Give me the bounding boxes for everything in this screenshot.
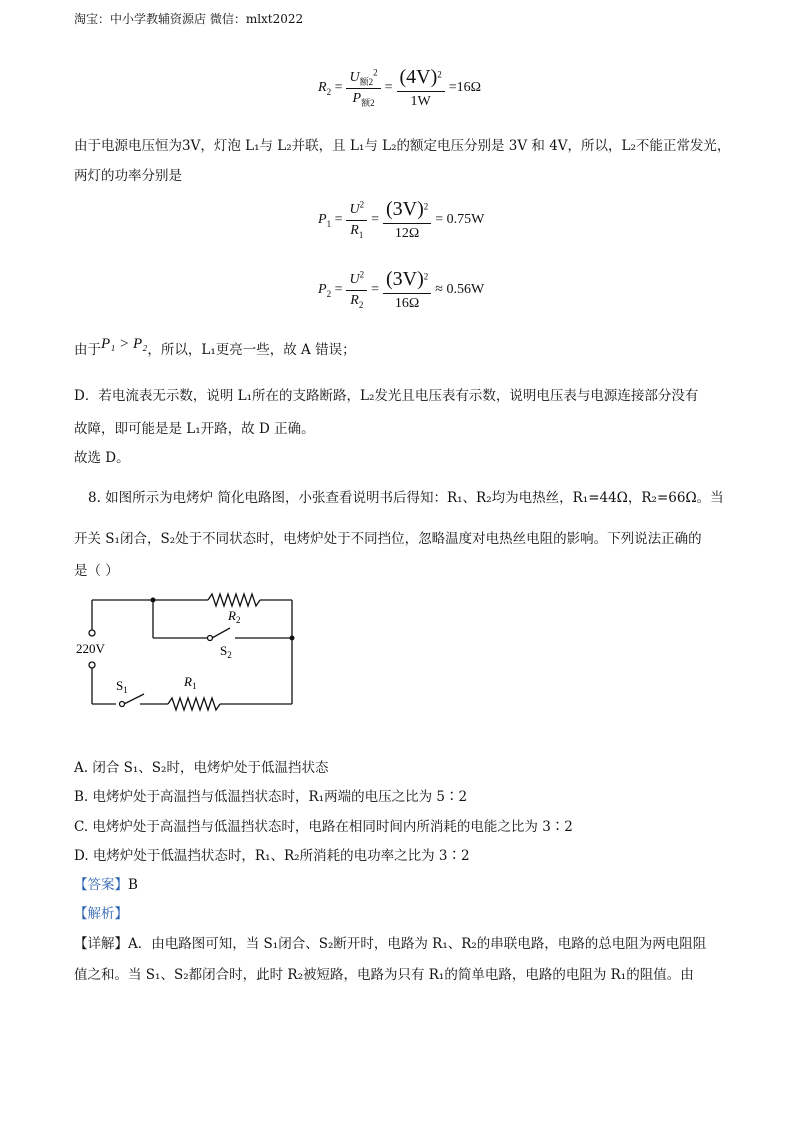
eq-r2-lhs-sub: 2	[326, 86, 332, 97]
label-r1	[183, 674, 196, 691]
para1-line1: 由于电源电压恒为3V，灯泡 L₁与 L₂并联，且 L₁与 L₂的额定电压分别是 3V 和 4V，所以，L₂不能正常发光，	[74, 138, 731, 154]
analysis-tag: 【解析】	[74, 906, 128, 922]
eq-p1-lhs: P	[318, 212, 327, 227]
choose-d: 故选 D。	[74, 450, 130, 466]
eq-p2-den: R	[350, 292, 359, 308]
eq-p1-fraction-2	[383, 198, 431, 242]
equation-p1: $P_1$ = $\frac{U^2}{R_1}$ = $\frac{(3V)^2}{12\Omega}$ = 0.75W	[318, 198, 485, 241]
eq-p1-result: = 0.75W	[435, 212, 485, 227]
eq-p2-den-sub: 2	[358, 299, 364, 310]
eq-p1-num2-sup: 2	[423, 201, 429, 212]
eq-r2-result: =16Ω	[448, 80, 482, 95]
option-b: B. 电烤炉处于高温挡与低温挡状态时，R₁两端的电压之比为 5∶2	[74, 789, 468, 805]
eq-r2-num2: (4V)	[399, 66, 438, 88]
option-c: C. 电烤炉处于高温挡与低温挡状态时，电路在相同时间内所消耗的电能之比为 3∶2	[74, 819, 573, 835]
option-d: D. 电烤炉处于低温挡状态时，R₁、R₂所消耗的电功率之比为 3∶2	[74, 848, 470, 864]
label-voltage: 220V	[76, 641, 105, 656]
para-d-line1: D．若电流表无示数，说明 L₁所在的支路断路，L₂发光且电压表有示数，说明电压表与电源连接部分没有	[74, 388, 699, 404]
eq-p2-num-sup: 2	[359, 268, 365, 279]
label-s1-main: S	[116, 678, 124, 693]
switch-s2-blade	[212, 628, 230, 638]
since-math: P₁ > P₂	[101, 336, 148, 352]
eq-p2-num: U	[349, 271, 360, 287]
label-s2-main: S	[220, 643, 228, 658]
eq-p2-num2-sup: 2	[423, 271, 429, 282]
eq-r2-den2: 1W	[410, 94, 431, 109]
label-r2-sub: 2	[235, 615, 241, 625]
resistor-r1	[168, 698, 220, 710]
page-header: 淘宝：中小学教辅资源店 微信：mlxt2022	[74, 12, 304, 26]
eq-r2-num-sub: 额2	[359, 76, 374, 87]
q8-line1: 8. 如图所示为电烤炉 简化电路图，小张查看说明书后得知：R₁、R₂均为电热丝，R₁=44Ω，R₂=66Ω。当	[88, 490, 724, 506]
label-s2	[220, 643, 232, 660]
eq-p1-den-sub: 1	[358, 229, 364, 240]
detail-line2: 值之和。当 S₁、S₂都闭合时，此时 R₂被短路，电路为只有 R₁的简单电路，电路的电阻为 R₁的阻值。由	[74, 967, 694, 983]
resistor-r2	[208, 594, 260, 606]
eq-p1-den2: 12Ω	[394, 226, 420, 241]
label-r1-sub: 1	[191, 681, 197, 691]
option-a: A. 闭合 S₁、S₂时，电烤炉处于低温挡状态	[74, 760, 329, 776]
eq-p2-result: ≈ 0.56W	[435, 282, 485, 297]
since-line	[74, 336, 356, 358]
since-suffix: ，所以，L₁更亮一些，故 A 错误；	[147, 342, 356, 358]
eq-r2-den-var: P	[352, 90, 362, 106]
eq-p1-den: R	[350, 222, 359, 238]
label-s2-sub: 2	[227, 650, 232, 660]
q8-line3: 是（ ）	[74, 563, 119, 579]
eq-p2-fraction-2	[383, 268, 431, 312]
eq-p1-fraction-1	[346, 198, 367, 240]
eq-p2-den2: 16Ω	[394, 296, 420, 311]
eq-p1-num-sup: 2	[359, 198, 365, 209]
eq-r2-den-sub: 额2	[361, 97, 375, 108]
circuit-diagram	[70, 588, 310, 718]
label-r2-main: R	[228, 608, 236, 623]
equation-p2: $P_2$ = $\frac{U^2}{R_2}$ = $\frac{(3V)^2}{16\Omega}$ ≈ 0.56W	[318, 268, 485, 311]
eq-p2-num2: (3V)	[386, 268, 424, 290]
label-r2	[227, 608, 240, 625]
eq-r2-lhs: R	[318, 80, 327, 95]
terminal-bottom	[89, 662, 95, 668]
junction-top	[151, 598, 156, 603]
q8-line2: 开关 S₁闭合，S₂处于不同状态时，电烤炉处于不同挡位，忽略温度对电热丝电阻的影响。下列说法正确的	[74, 531, 702, 547]
label-r1-main: R	[184, 674, 192, 689]
switch-s2-contact-left	[208, 636, 213, 641]
answer-tag: 【答案】	[74, 877, 128, 893]
junction-right	[290, 636, 295, 641]
eq-r2-num-sup: 2	[373, 66, 378, 77]
eq-r2-num2-sup: 2	[437, 69, 442, 80]
eq-p2-lhs: P	[318, 282, 327, 297]
eq-r2-fraction-1	[346, 66, 380, 108]
detail-tag: 【详解】	[74, 936, 128, 952]
eq-r2-num-var: U	[349, 69, 360, 85]
terminal-top	[89, 630, 95, 636]
detail-text-1: A．由电路图可知，当 S₁闭合、S₂断开时，电路为 R₁、R₂的串联电路，电路的总电阻为两电阻阻	[128, 936, 707, 952]
eq-p1-lhs-sub: 1	[326, 218, 332, 229]
eq-p2-fraction-1	[346, 268, 367, 310]
label-s1	[116, 678, 128, 695]
eq-r2-fraction-2	[397, 66, 445, 110]
switch-s1-blade	[124, 694, 144, 704]
since-prefix: 由于	[74, 342, 101, 358]
answer-value: B	[128, 877, 138, 893]
answer-line	[74, 879, 138, 893]
eq-p1-num: U	[349, 201, 360, 217]
eq-p1-num2: (3V)	[386, 198, 424, 220]
switch-s1-contact-left	[120, 702, 125, 707]
para1-line2: 两灯的功率分别是	[74, 168, 182, 184]
equation-r2: $R_2$ = $\frac{U_{额2}^2}{P_{额2}}$ = $\frac{(4V)^2}{1W}$ =16Ω	[318, 66, 482, 109]
label-s1-sub: 1	[123, 685, 128, 695]
eq-p2-lhs-sub: 2	[326, 288, 332, 299]
para-d-line2: 故障，即可能是是 L₁开路，故 D 正确。	[74, 421, 315, 437]
detail-line1	[74, 938, 706, 952]
